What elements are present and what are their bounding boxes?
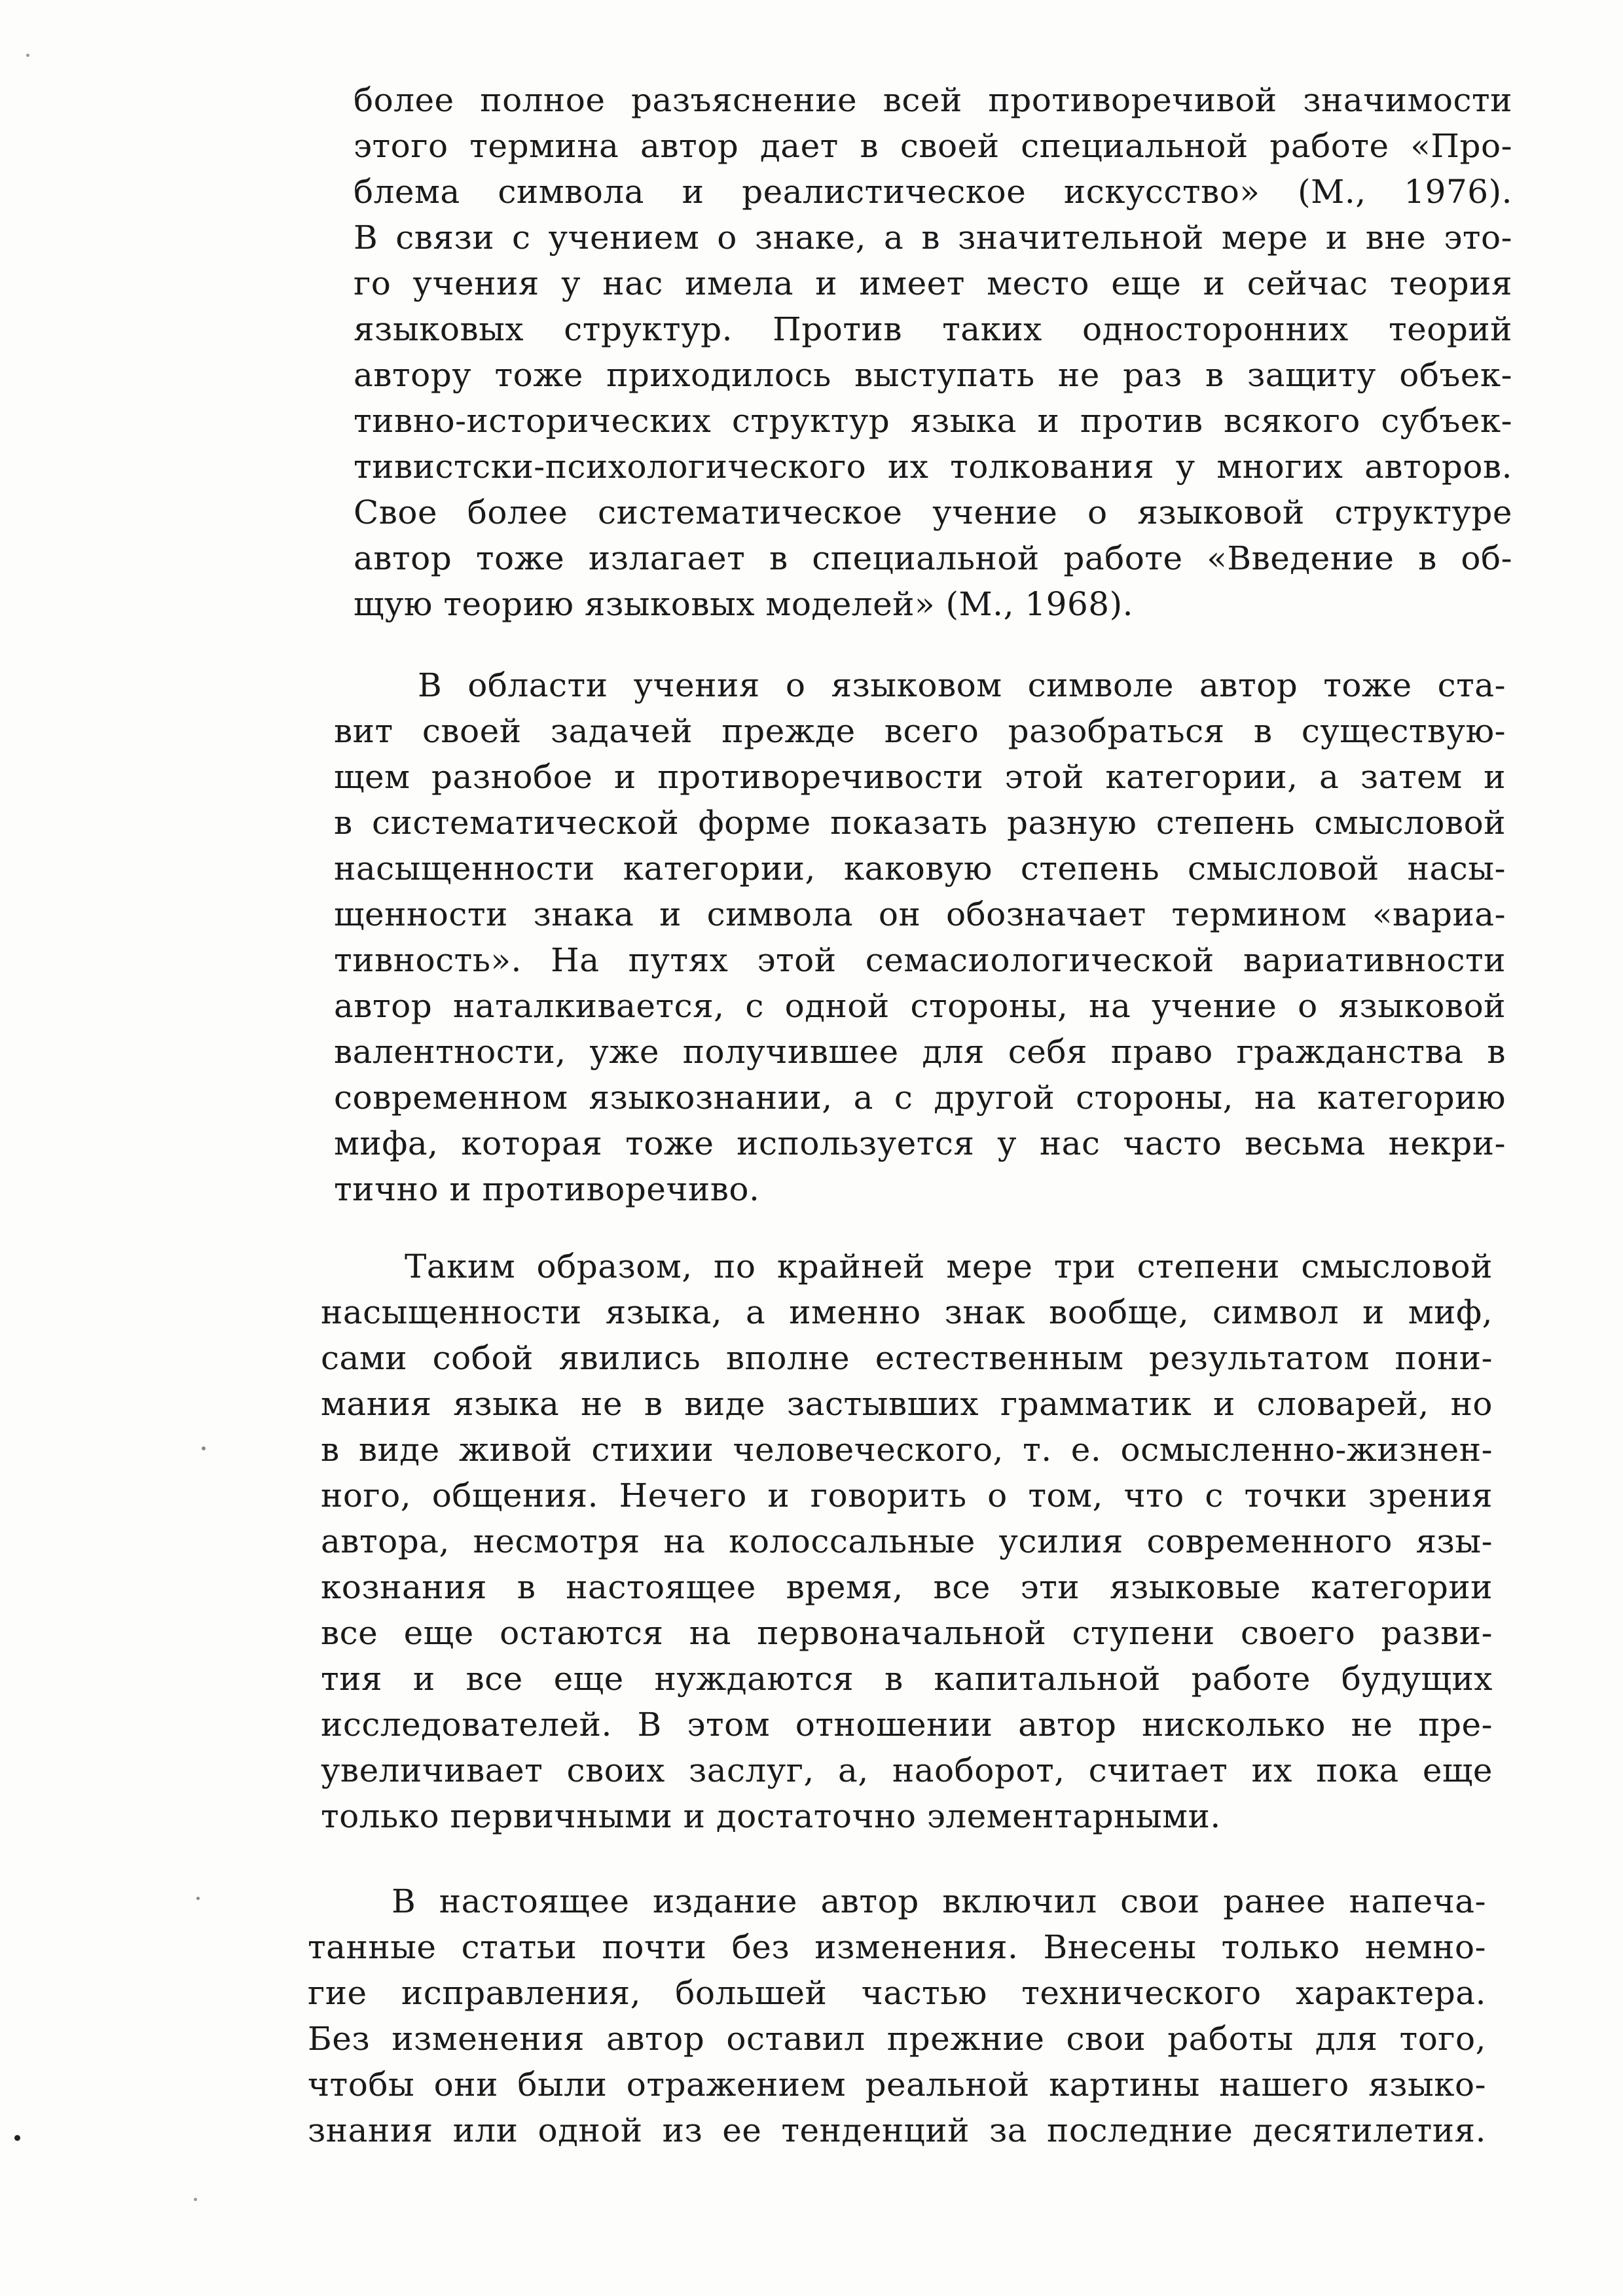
text-line: щем разнобое и противоречивости этой категории, а затем и [334, 758, 1506, 796]
text-line: гие исправления, большей частью технического характера. [308, 1974, 1486, 2012]
text-line: только первичными и достаточно элементарными. [321, 1797, 1221, 1835]
text-line: сами собой явились вполне естественным результатом пони- [321, 1339, 1493, 1377]
text-line: тично и противоречиво. [334, 1170, 760, 1208]
text-line: этого термина автор дает в своей специальной работе «Про- [354, 127, 1512, 165]
scan-speck [26, 54, 29, 57]
paragraph-2 [334, 662, 1506, 1212]
text-line: знания или одной из ее тенденций за последние десятилетия. [308, 2111, 1486, 2149]
scan-speck [202, 1446, 206, 1450]
text-line: щенности знака и символа он обозначает термином «вариа- [334, 895, 1506, 933]
text-line: автору тоже приходилось выступать не раз в защиту объек- [354, 356, 1512, 394]
text-line: исследователей. В этом отношении автор нисколько не пре- [321, 1706, 1493, 1744]
text-line: автор наталкивается, с одной стороны, на учение о языковой [334, 987, 1506, 1025]
text-line: тивность». На путях этой семасиологической вариативности [334, 941, 1506, 979]
text-line: насыщенности языка, а именно знак вообще, символ и миф, [321, 1293, 1493, 1331]
text-line: мифа, которая тоже используется у нас часто весьма некри- [334, 1124, 1506, 1162]
paragraph-1 [354, 77, 1512, 627]
paragraph-4 [308, 1878, 1486, 2153]
text-line: чтобы они были отражением реальной картины нашего языко- [308, 2066, 1486, 2104]
text-line: увеличивает своих заслуг, а, наоборот, считает их пока еще [321, 1751, 1493, 1789]
text-line: тия и все еще нуждаются в капитальной работе будущих [321, 1660, 1493, 1698]
text-line: современном языкознании, а с другой стороны, на категорию [334, 1079, 1506, 1117]
text-line: автор тоже излагает в специальной работе «Введение в об- [354, 539, 1512, 577]
text-line: насыщенности категории, каковую степень смысловой насы- [334, 850, 1506, 888]
text-line: автора, несмотря на колоссальные усилия современного язы- [321, 1522, 1493, 1560]
text-line: Таким образом, по крайней мере три степени смысловой [405, 1247, 1493, 1285]
text-line: вит своей задачей прежде всего разобраться в существую- [334, 712, 1506, 750]
text-line: В настоящее издание автор включил свои ранее напеча- [392, 1882, 1486, 1920]
text-line: более полное разъяснение всей противоречивой значимости [354, 81, 1512, 119]
text-line: тивистски-психологического их толкования у многих авторов. [354, 448, 1512, 486]
text-line: мания языка не в виде застывших грамматик и словарей, но [321, 1385, 1493, 1423]
paragraph-3 [321, 1244, 1493, 1839]
text-line: все еще остаются на первоначальной ступени своего разви- [321, 1614, 1493, 1652]
text-line: танные статьи почти без изменения. Внесены только немно- [308, 1928, 1486, 1966]
scan-speck [194, 2198, 197, 2201]
text-line: ного, общения. Нечего и говорить о том, что с точки зрения [321, 1477, 1493, 1515]
text-line: валентности, уже получившее для себя право гражданства в [334, 1033, 1506, 1071]
text-line: В связи с учением о знаке, а в значительной мере и вне это- [354, 219, 1512, 257]
text-line: тивно-исторических структур языка и против всякого субъек- [354, 402, 1512, 440]
text-line: го учения у нас имела и имеет место еще и сейчас теория [354, 264, 1512, 302]
text-line: щую теорию языковых моделей» (М., 1968). [354, 585, 1133, 623]
text-line: в систематической форме показать разную степень смысловой [334, 804, 1506, 842]
text-line: Свое более систематическое учение о языковой структуре [354, 493, 1512, 531]
scan-speck [14, 2135, 20, 2141]
text-line: в виде живой стихии человеческого, т. е. осмысленно-жизнен- [321, 1431, 1493, 1469]
text-line: В области учения о языковом символе автор тоже ста- [418, 666, 1506, 704]
text-line: кознания в настоящее время, все эти языковые категории [321, 1568, 1493, 1606]
scan-speck [196, 1897, 200, 1900]
text-line: Без изменения автор оставил прежние свои работы для того, [308, 2020, 1486, 2058]
text-line: языковых структур. Против таких односторонних теорий [354, 310, 1512, 348]
text-line: блема символа и реалистическое искусство» (М., 1976). [354, 173, 1512, 211]
